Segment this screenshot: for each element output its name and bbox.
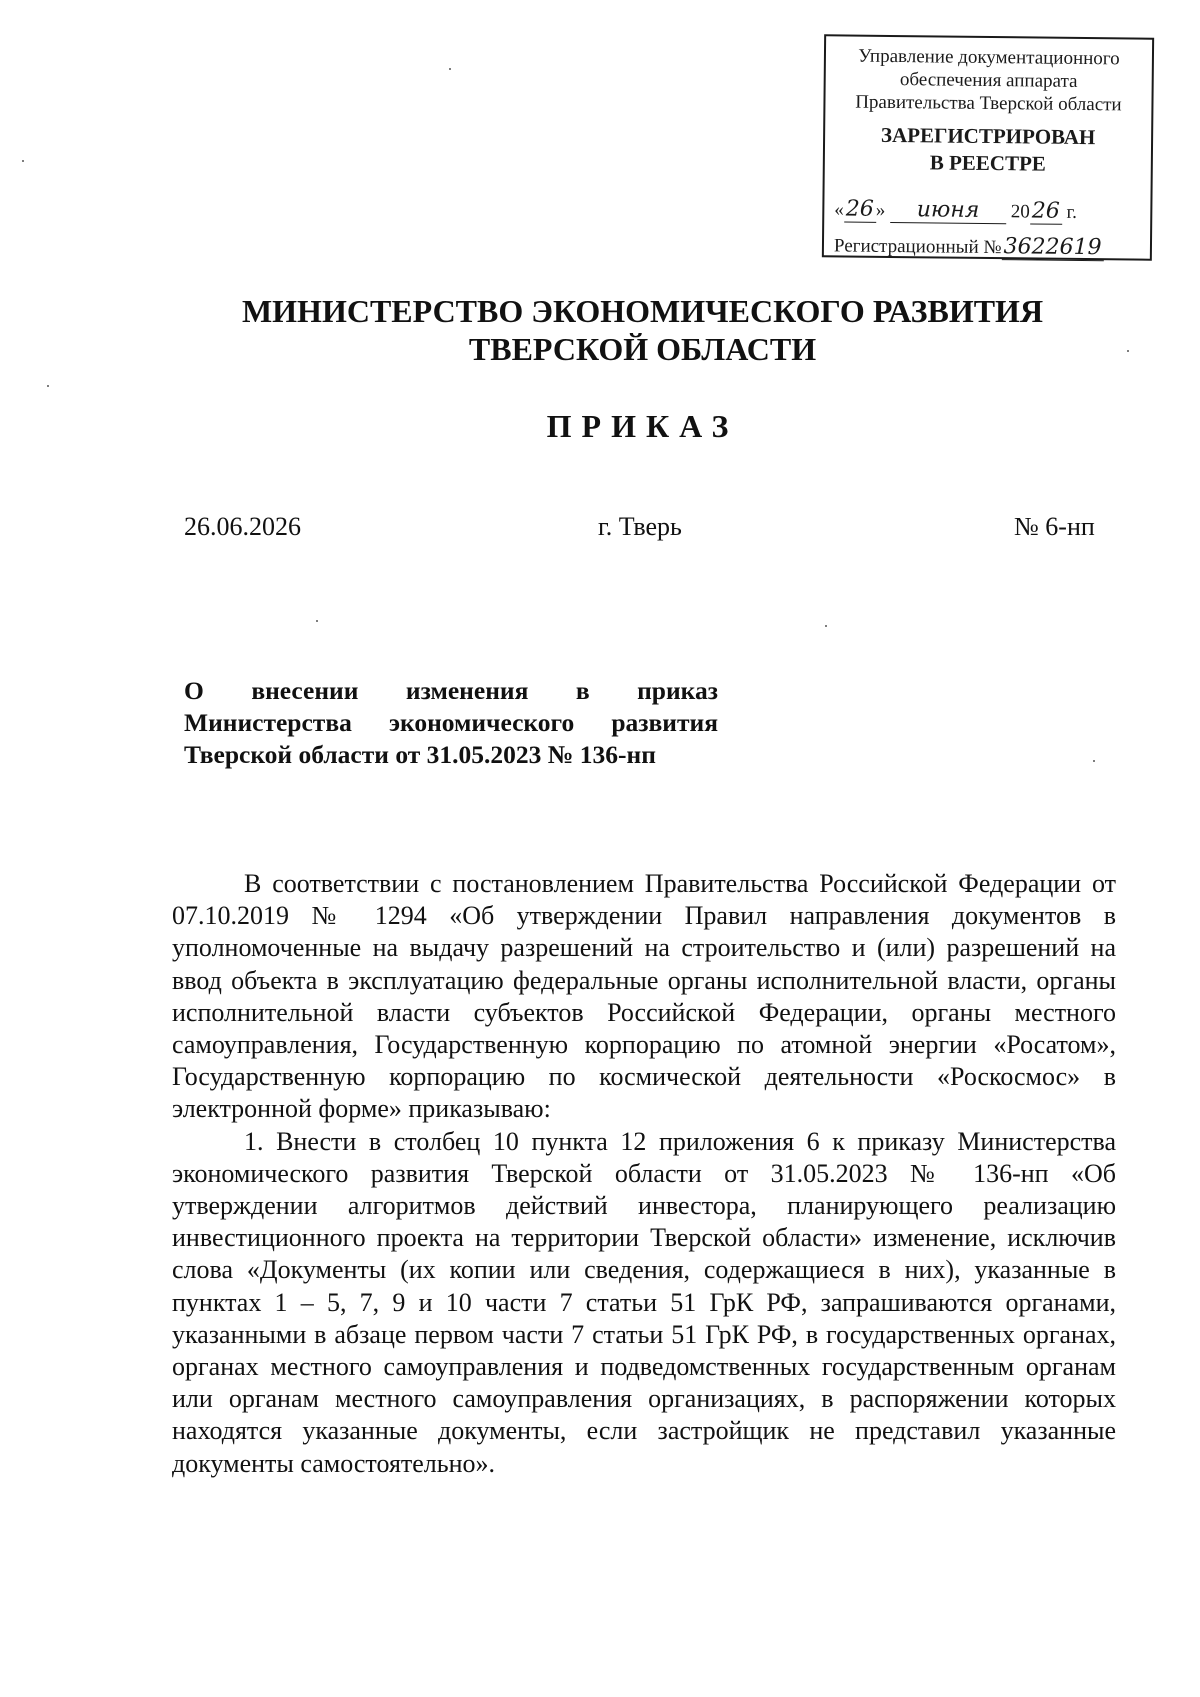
stamp-date-open-quote: « [834, 199, 844, 221]
stamp-date [834, 196, 1077, 225]
body-paragraph-1: В соответствии с постановлением Правительства Российской Федерации от 07.10.2019 № 1294 «Об утверждении Правил направления документов в уполномоченные на выдачу разрешений на строительство и (или) разрешений на ввод объекта в эксплуатацию федеральные органы исполнительной власти, органы исполнительной власти субъектов Российской Федерации, органы местного самоуправления, Государственную корпорацию по атомной энергии «Росатом», Государственную корпорацию по космической деятельности «Роскосмос» в электронной форме» приказываю: [172, 869, 1116, 1124]
stamp-date-year-suffix: 26 [1030, 198, 1062, 224]
stamp-registered-line-1: ЗАРЕГИСТРИРОВАН [880, 122, 1096, 150]
scan-speck [47, 385, 49, 387]
stamp-reg-number-label: Регистрационный № [833, 235, 1002, 259]
stamp-date-month: июня [890, 197, 1006, 224]
order-subject-line-3: Тверской области от 31.05.2023 № 136-нп [184, 740, 656, 769]
stamp-reg-number-value: 3622619 [1001, 234, 1103, 261]
order-date: 26.06.2026 [184, 512, 301, 541]
stamp-registered-line-2: В РЕЕСТРЕ [929, 150, 1047, 176]
order-subject-line-1: О внесении изменения в приказ [184, 676, 718, 705]
order-city: г. Тверь [598, 512, 682, 541]
order-subject [184, 675, 718, 771]
order-title: ПРИКАЗ [546, 408, 739, 444]
order-body [172, 868, 1116, 1480]
scan-speck [1127, 350, 1129, 352]
ministry-heading [0, 292, 1200, 368]
scan-speck [22, 160, 24, 162]
scan-speck [316, 620, 318, 622]
stamp-date-day: 26 [844, 196, 876, 222]
stamp-department-line-3: Правительства Тверской области [855, 91, 1122, 116]
registration-stamp [822, 34, 1154, 260]
scan-speck [449, 68, 451, 70]
stamp-department-line-2: обеспечения аппарата [899, 69, 1078, 92]
scan-speck [825, 625, 827, 627]
ministry-heading-line-2: ТВЕРСКОЙ ОБЛАСТИ [468, 331, 817, 367]
body-paragraph-2: 1. Внести в столбец 10 пункта 12 приложения 6 к приказу Министерства экономического развития Тверской области от 31.05.2023 № 136-нп «Об утверждении алгоритмов действий инвестора, планирующего реализацию инвестиционного проекта на территории Тверской области» изменение, исключив слова «Документы (их копии или сведения, содержащиеся в них), указанные в пунктах 1 – 5, 7, 9 и 10 части 7 статьи 51 ГрК РФ, запрашиваются органами, указанными в абзаце первом части 7 статьи 51 ГрК РФ, в государственных органах, органах местного самоуправления и подведомственных государственным органам или органам местного самоуправления организациях, в распоряжении которых находятся указанные документы, если застройщик не представил указанные документы самостоятельно». [172, 1126, 1116, 1478]
order-number: № 6-нп [1014, 512, 1095, 541]
stamp-date-year-prefix: 20 [1010, 201, 1030, 223]
stamp-date-year-unit: г. [1066, 201, 1078, 223]
stamp-registration-number [834, 232, 1104, 260]
stamp-date-close-quote: » [875, 199, 886, 221]
order-subject-line-2: Министерства экономического развития [184, 708, 718, 737]
stamp-department-line-1: Управление документационного [858, 45, 1120, 70]
scan-speck [1093, 760, 1095, 762]
ministry-heading-line-1: МИНИСТЕРСТВО ЭКОНОМИЧЕСКОГО РАЗВИТИЯ [241, 293, 1044, 329]
